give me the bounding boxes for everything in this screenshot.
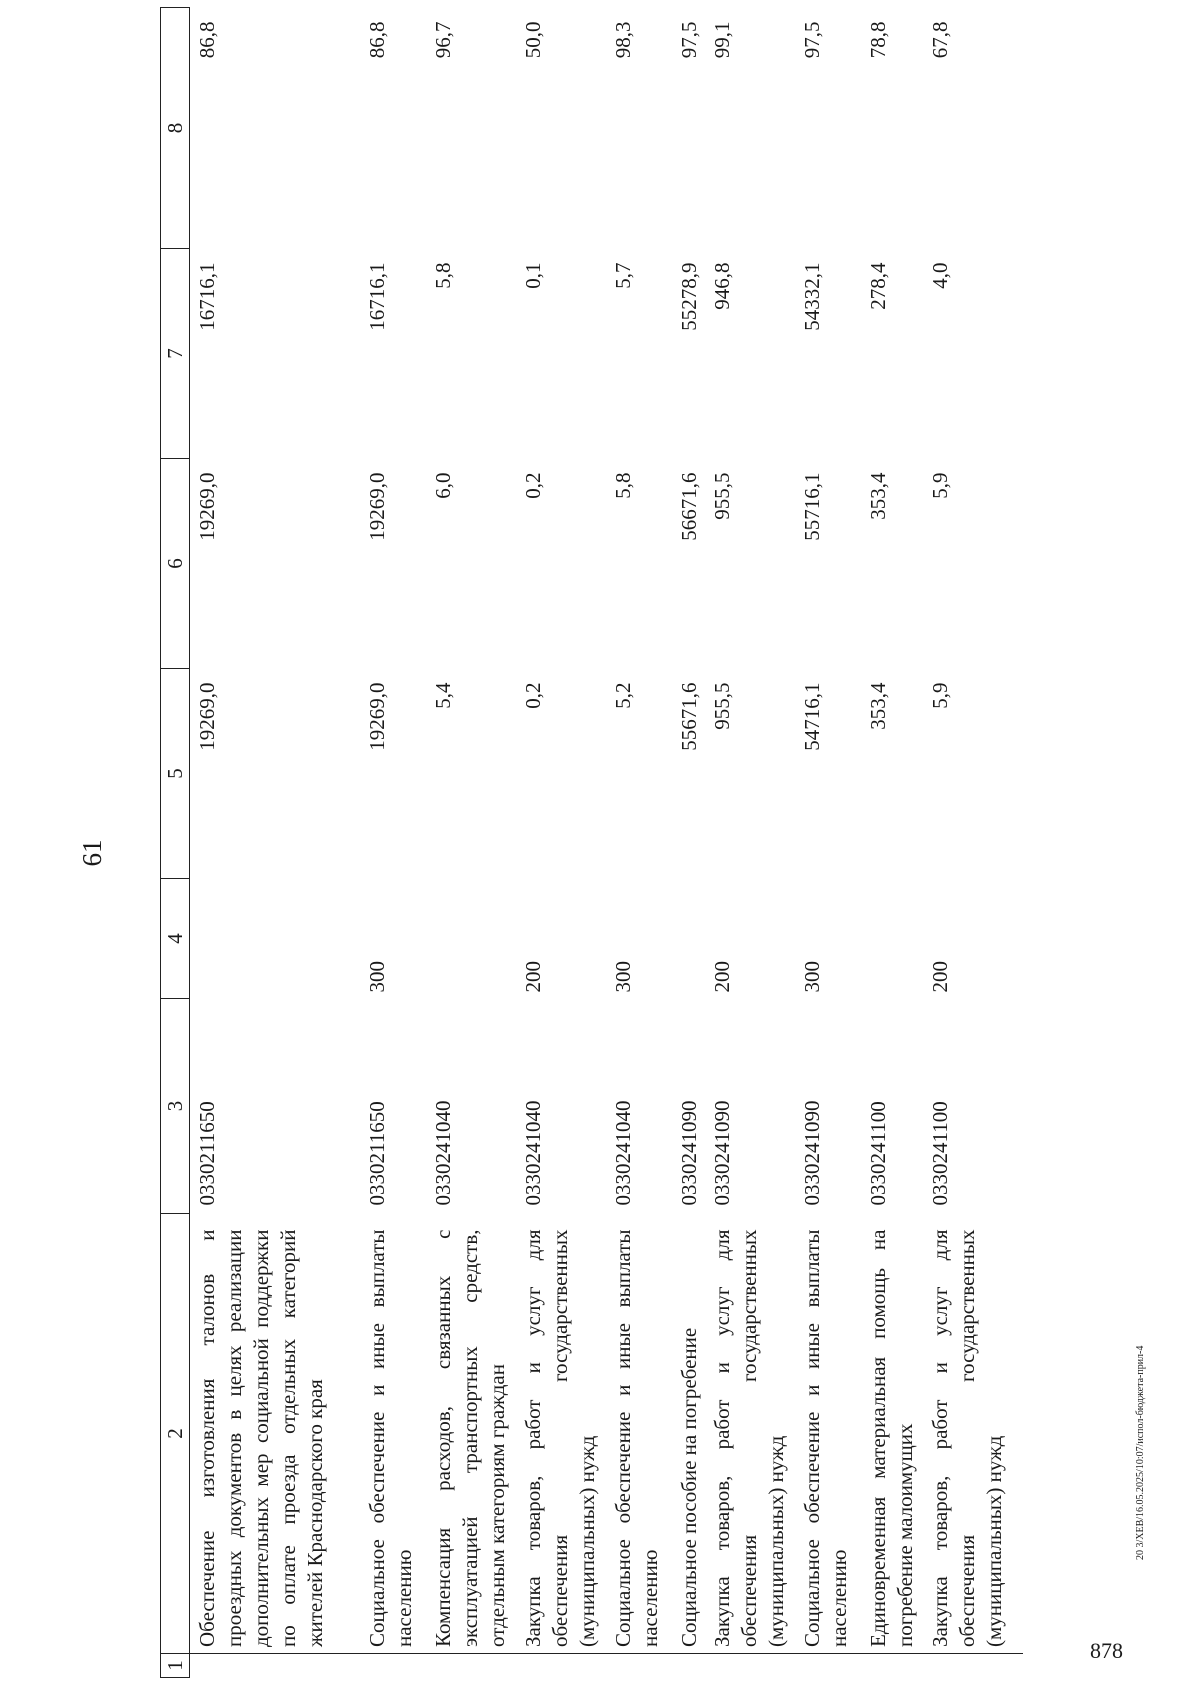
cell-col-6: 955,5 bbox=[709, 472, 734, 520]
cell-col-6: 5,8 bbox=[610, 472, 635, 499]
column-header: 1 bbox=[161, 1654, 190, 1678]
table-row bbox=[923, 8, 1023, 1678]
cell-col-1 bbox=[190, 1654, 360, 1678]
cell-col-7: 16716,1 bbox=[195, 262, 219, 331]
cell-col-8: 67,8 bbox=[927, 21, 952, 59]
cell-expense-type bbox=[426, 879, 516, 999]
cell-expense-type bbox=[672, 879, 705, 999]
cell-col-1 bbox=[923, 1654, 1023, 1678]
cell-expense-type: 300 bbox=[610, 961, 635, 993]
table-row bbox=[672, 8, 705, 1678]
column-header: 6 bbox=[161, 459, 190, 669]
cell-col-7: 4,0 bbox=[927, 262, 952, 289]
column-header: 4 bbox=[161, 879, 190, 999]
cell-col-1 bbox=[360, 1654, 426, 1678]
cell-col-8: 97,5 bbox=[676, 21, 701, 59]
cell-col-8: 98,3 bbox=[610, 21, 635, 59]
page-number: 61 bbox=[77, 839, 107, 867]
cell-col-8: 86,8 bbox=[364, 21, 389, 59]
cell-name: Социальное обеспечение и иные выплаты населению bbox=[799, 1229, 851, 1647]
cell-col-1 bbox=[672, 1654, 705, 1678]
cell-col-8: 86,8 bbox=[195, 21, 219, 59]
cell-col-6: 0,2 bbox=[520, 472, 545, 499]
cell-col-1 bbox=[606, 1654, 672, 1678]
cell-name: Закупка товаров, работ и услуг для обеспечения государственных (муниципальных) нужд bbox=[709, 1229, 788, 1647]
cell-code: 0330241040 bbox=[430, 1100, 455, 1206]
cell-code: 0330241100 bbox=[865, 1101, 890, 1206]
cell-col-7: 5,8 bbox=[430, 262, 455, 289]
cell-col-7: 16716,1 bbox=[364, 262, 389, 331]
cell-expense-type bbox=[861, 879, 923, 999]
cell-col-1 bbox=[516, 1654, 606, 1678]
cell-col-6: 6,0 bbox=[430, 472, 455, 499]
column-header: 3 bbox=[161, 999, 190, 1214]
cell-col-8: 99,1 bbox=[709, 21, 734, 59]
column-header: 8 bbox=[161, 8, 190, 249]
table-row bbox=[426, 8, 516, 1678]
cell-col-7: 946,8 bbox=[709, 262, 734, 310]
cell-code: 0330241100 bbox=[927, 1101, 952, 1206]
table-row bbox=[606, 8, 672, 1678]
cell-name: Единовременная материальная помощь на погребение малоимущих bbox=[865, 1229, 917, 1647]
cell-expense-type: 300 bbox=[799, 961, 824, 993]
cell-col-5: 955,5 bbox=[709, 682, 734, 730]
cell-code: 0330241090 bbox=[676, 1100, 701, 1206]
footer-file-path: 20 3/ХЕВ/16.05.2025/10:07/испол-бюджета-прил-4 bbox=[1135, 1345, 1146, 1560]
cell-col-5: 5,2 bbox=[610, 682, 635, 709]
column-header: 7 bbox=[161, 249, 190, 459]
cell-code: 0330211650 bbox=[195, 1101, 219, 1206]
cell-col-7: 0,1 bbox=[520, 262, 545, 289]
table-body bbox=[190, 8, 1023, 1678]
table-row bbox=[190, 8, 360, 1678]
footer-page-number: 878 bbox=[1090, 1638, 1123, 1663]
cell-col-8: 96,7 bbox=[430, 21, 455, 59]
cell-expense-type: 200 bbox=[709, 961, 734, 993]
cell-col-5: 55671,6 bbox=[676, 682, 701, 751]
cell-col-6: 19269,0 bbox=[364, 472, 389, 541]
cell-name: Закупка товаров, работ и услуг для обеспечения государственных (муниципальных) нужд bbox=[927, 1229, 1006, 1647]
cell-col-5: 5,9 bbox=[927, 682, 952, 709]
table-row bbox=[360, 8, 426, 1678]
column-header: 5 bbox=[161, 669, 190, 879]
cell-col-6: 56671,6 bbox=[676, 472, 701, 541]
cell-name: Обеспечение изготовления талонов и проездных документов в целях реализации дополнительных мер социальной поддержки по оплате проезда отдельных категорий жителей Краснодарского края bbox=[195, 1229, 327, 1647]
cell-name: Социальное обеспечение и иные выплаты населению bbox=[610, 1229, 662, 1647]
cell-expense-type: 200 bbox=[927, 961, 952, 993]
cell-col-5: 19269,0 bbox=[195, 682, 219, 751]
cell-col-7: 55278,9 bbox=[676, 262, 701, 331]
cell-name: Социальное обеспечение и иные выплаты населению bbox=[364, 1229, 416, 1647]
cell-col-6: 19269,0 bbox=[195, 472, 219, 541]
cell-col-1 bbox=[426, 1654, 516, 1678]
cell-col-1 bbox=[795, 1654, 861, 1678]
cell-code: 0330241040 bbox=[610, 1100, 635, 1206]
cell-col-1 bbox=[861, 1654, 923, 1678]
cell-col-5: 5,4 bbox=[430, 682, 455, 709]
cell-col-8: 50,0 bbox=[520, 21, 545, 59]
cell-col-8: 78,8 bbox=[865, 21, 890, 59]
cell-col-6: 5,9 bbox=[927, 472, 952, 499]
table-row bbox=[516, 8, 606, 1678]
table-row bbox=[795, 8, 861, 1678]
cell-expense-type bbox=[190, 879, 360, 999]
cell-code: 0330241040 bbox=[520, 1100, 545, 1206]
cell-col-1 bbox=[705, 1654, 795, 1678]
cell-name: Социальное пособие на погребение bbox=[676, 1327, 701, 1647]
cell-name: Компенсация расходов, связанных с эксплуатацией транспортных средств, отдельным категориям граждан bbox=[430, 1229, 509, 1647]
cell-col-8: 97,5 bbox=[799, 21, 824, 59]
cell-code: 0330241090 bbox=[709, 1100, 734, 1206]
cell-code: 0330211650 bbox=[364, 1101, 389, 1206]
cell-col-7: 54332,1 bbox=[799, 262, 824, 331]
cell-col-7: 5,7 bbox=[610, 262, 635, 289]
cell-col-5: 54716,1 bbox=[799, 682, 824, 751]
cell-expense-type: 300 bbox=[364, 961, 389, 993]
table-row bbox=[861, 8, 923, 1678]
cell-col-7: 278,4 bbox=[865, 262, 890, 310]
cell-col-5: 353,4 bbox=[865, 682, 890, 730]
table-row bbox=[705, 8, 795, 1678]
cell-col-5: 19269,0 bbox=[364, 682, 389, 751]
budget-table-rotated bbox=[160, 8, 1200, 1678]
cell-col-6: 55716,1 bbox=[799, 472, 824, 541]
cell-col-5: 0,2 bbox=[520, 682, 545, 709]
header-row bbox=[161, 8, 190, 1678]
cell-name: Закупка товаров, работ и услуг для обеспечения государственных (муниципальных) нужд bbox=[520, 1229, 599, 1647]
column-header: 2 bbox=[161, 1214, 190, 1654]
cell-col-6: 353,4 bbox=[865, 472, 890, 520]
cell-expense-type: 200 bbox=[520, 961, 545, 993]
budget-table bbox=[160, 7, 1023, 1678]
cell-code: 0330241090 bbox=[799, 1100, 824, 1206]
